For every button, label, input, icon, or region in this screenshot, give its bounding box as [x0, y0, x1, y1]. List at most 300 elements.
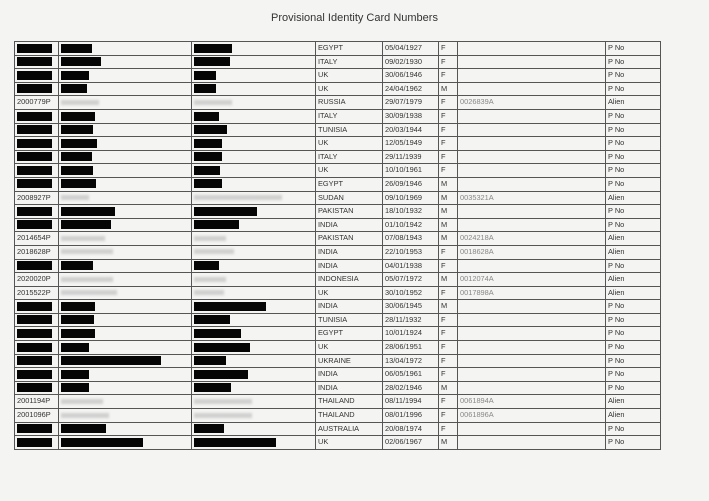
- sex-cell: F: [439, 422, 458, 436]
- redaction-bar: [61, 166, 93, 175]
- blurred-text: [194, 399, 252, 404]
- nationality-cell: UK: [316, 69, 383, 83]
- status-cell: Alien: [606, 395, 661, 409]
- status-cell: Alien: [606, 245, 661, 259]
- nationality-cell: EGYPT: [316, 42, 383, 56]
- surname-cell: [59, 96, 192, 110]
- redaction-bar: [194, 315, 230, 324]
- sex-cell: F: [439, 395, 458, 409]
- date-of-birth-cell: 13/04/1972: [383, 354, 439, 368]
- nationality-cell: ITALY: [316, 109, 383, 123]
- nationality-cell: EGYPT: [316, 177, 383, 191]
- redaction-bar: [194, 329, 241, 338]
- table-body: [15, 42, 661, 450]
- redaction-bar: [194, 207, 257, 216]
- given-name-cell: [192, 123, 316, 137]
- date-of-birth-cell: 29/11/1939: [383, 150, 439, 164]
- redaction-bar: [194, 179, 222, 188]
- redaction-bar: [61, 383, 89, 392]
- status-cell: P No: [606, 164, 661, 178]
- blurred-text: [61, 100, 99, 105]
- status-cell: P No: [606, 300, 661, 314]
- nationality-cell: PAKISTAN: [316, 232, 383, 246]
- redaction-bar: [61, 329, 95, 338]
- redaction-bar: [17, 71, 52, 80]
- redaction-bar: [17, 424, 52, 433]
- card-number-cell: [458, 354, 606, 368]
- id-number-cell: [15, 273, 59, 287]
- table-row: [15, 354, 661, 368]
- status-cell: Alien: [606, 96, 661, 110]
- given-name-cell: [192, 327, 316, 341]
- redaction-bar: [61, 261, 93, 270]
- table-row: [15, 42, 661, 56]
- id-number-cell: [15, 354, 59, 368]
- redaction-bar: [17, 57, 52, 66]
- status-cell: P No: [606, 341, 661, 355]
- surname-cell: [59, 205, 192, 219]
- blurred-text: [194, 413, 252, 418]
- status-cell: Alien: [606, 286, 661, 300]
- surname-cell: [59, 232, 192, 246]
- given-name-cell: [192, 273, 316, 287]
- table-row: [15, 313, 661, 327]
- redaction-bar: [61, 343, 89, 352]
- date-of-birth-cell: 24/04/1962: [383, 82, 439, 96]
- table-row: [15, 96, 661, 110]
- id-number-cell: [15, 300, 59, 314]
- surname-cell: [59, 300, 192, 314]
- date-of-birth-cell: 22/10/1953: [383, 245, 439, 259]
- date-of-birth-cell: 28/06/1951: [383, 341, 439, 355]
- nationality-cell: UK: [316, 341, 383, 355]
- id-number-cell: [15, 218, 59, 232]
- redaction-bar: [17, 356, 52, 365]
- nationality-cell: INDIA: [316, 259, 383, 273]
- redaction-bar: [61, 179, 96, 188]
- surname-cell: [59, 354, 192, 368]
- id-number-cell: [15, 313, 59, 327]
- sex-cell: F: [439, 313, 458, 327]
- status-cell: Alien: [606, 191, 661, 205]
- table-row: [15, 409, 661, 423]
- redaction-bar: [61, 356, 161, 365]
- redaction-bar: [194, 44, 232, 53]
- table-row: [15, 300, 661, 314]
- date-of-birth-cell: 08/01/1996: [383, 409, 439, 423]
- table-row: [15, 218, 661, 232]
- card-number-cell: [458, 341, 606, 355]
- given-name-cell: [192, 150, 316, 164]
- redaction-bar: [194, 57, 230, 66]
- sex-cell: F: [439, 164, 458, 178]
- status-cell: Alien: [606, 232, 661, 246]
- date-of-birth-cell: 26/09/1946: [383, 177, 439, 191]
- sex-cell: F: [439, 42, 458, 56]
- status-cell: P No: [606, 55, 661, 69]
- table-row: [15, 341, 661, 355]
- table-row: [15, 164, 661, 178]
- card-number-cell: 0061894A: [458, 395, 606, 409]
- redaction-bar: [61, 152, 92, 161]
- redaction-bar: [194, 370, 248, 379]
- card-number-cell: [458, 123, 606, 137]
- status-cell: P No: [606, 436, 661, 450]
- sex-cell: F: [439, 327, 458, 341]
- sex-cell: F: [439, 109, 458, 123]
- given-name-cell: [192, 109, 316, 123]
- date-of-birth-cell: 30/06/1946: [383, 69, 439, 83]
- id-number-cell: [15, 341, 59, 355]
- date-of-birth-cell: 12/05/1949: [383, 137, 439, 151]
- nationality-cell: ITALY: [316, 55, 383, 69]
- redaction-bar: [17, 166, 52, 175]
- date-of-birth-cell: 28/02/1946: [383, 381, 439, 395]
- id-number-text: 2008927P: [17, 192, 51, 202]
- nationality-cell: UKRAINE: [316, 354, 383, 368]
- id-number-cell: [15, 150, 59, 164]
- given-name-cell: [192, 205, 316, 219]
- id-number-cell: [15, 395, 59, 409]
- given-name-cell: [192, 177, 316, 191]
- date-of-birth-cell: 09/10/1969: [383, 191, 439, 205]
- redaction-bar: [17, 370, 52, 379]
- id-number-cell: [15, 436, 59, 450]
- card-number-cell: [458, 177, 606, 191]
- card-number-cell: [458, 327, 606, 341]
- surname-cell: [59, 245, 192, 259]
- given-name-cell: [192, 422, 316, 436]
- card-number-cell: 0018628A: [458, 245, 606, 259]
- sex-cell: M: [439, 300, 458, 314]
- redaction-bar: [17, 329, 52, 338]
- redaction-bar: [17, 84, 52, 93]
- given-name-cell: [192, 218, 316, 232]
- card-number-cell: 0012074A: [458, 273, 606, 287]
- card-number-cell: 0035321A: [458, 191, 606, 205]
- sex-cell: M: [439, 381, 458, 395]
- sex-cell: F: [439, 259, 458, 273]
- sex-cell: M: [439, 191, 458, 205]
- date-of-birth-cell: 18/10/1932: [383, 205, 439, 219]
- card-number-cell: [458, 109, 606, 123]
- sex-cell: M: [439, 205, 458, 219]
- given-name-cell: [192, 164, 316, 178]
- surname-cell: [59, 368, 192, 382]
- id-number-cell: [15, 123, 59, 137]
- blurred-text: [61, 236, 105, 241]
- surname-cell: [59, 436, 192, 450]
- date-of-birth-cell: 01/10/1942: [383, 218, 439, 232]
- table-row: [15, 381, 661, 395]
- id-number-text: 2001096P: [17, 410, 51, 420]
- redaction-bar: [17, 438, 52, 447]
- sex-cell: F: [439, 137, 458, 151]
- blurred-text: [194, 236, 226, 241]
- date-of-birth-cell: 02/06/1967: [383, 436, 439, 450]
- status-cell: P No: [606, 69, 661, 83]
- surname-cell: [59, 259, 192, 273]
- redaction-bar: [61, 370, 89, 379]
- identity-card-table: [14, 41, 661, 450]
- table-row: [15, 109, 661, 123]
- redaction-bar: [194, 438, 276, 447]
- redaction-bar: [17, 139, 52, 148]
- redaction-bar: [17, 315, 52, 324]
- card-number-cell: [458, 69, 606, 83]
- nationality-cell: INDIA: [316, 300, 383, 314]
- table-row: [15, 232, 661, 246]
- id-number-cell: [15, 42, 59, 56]
- table-row: [15, 150, 661, 164]
- table-row: [15, 259, 661, 273]
- card-number-cell: [458, 259, 606, 273]
- status-cell: Alien: [606, 273, 661, 287]
- sex-cell: M: [439, 218, 458, 232]
- card-number-cell: [458, 137, 606, 151]
- card-number-cell: [458, 150, 606, 164]
- id-number-cell: [15, 409, 59, 423]
- id-number-cell: [15, 422, 59, 436]
- blurred-text: [61, 399, 103, 404]
- status-cell: P No: [606, 368, 661, 382]
- status-cell: P No: [606, 381, 661, 395]
- nationality-cell: PAKISTAN: [316, 205, 383, 219]
- sex-cell: F: [439, 150, 458, 164]
- sex-cell: F: [439, 123, 458, 137]
- id-number-cell: [15, 82, 59, 96]
- status-cell: P No: [606, 327, 661, 341]
- date-of-birth-cell: 30/09/1938: [383, 109, 439, 123]
- id-number-cell: [15, 96, 59, 110]
- surname-cell: [59, 69, 192, 83]
- nationality-cell: INDIA: [316, 218, 383, 232]
- sex-cell: F: [439, 409, 458, 423]
- date-of-birth-cell: 04/01/1938: [383, 259, 439, 273]
- id-number-text: 2001194P: [17, 396, 51, 406]
- sex-cell: M: [439, 436, 458, 450]
- card-number-cell: 0017898A: [458, 286, 606, 300]
- status-cell: P No: [606, 150, 661, 164]
- status-cell: P No: [606, 137, 661, 151]
- id-number-cell: [15, 55, 59, 69]
- blurred-text: [61, 277, 113, 282]
- surname-cell: [59, 109, 192, 123]
- redaction-bar: [194, 139, 222, 148]
- date-of-birth-cell: 30/10/1952: [383, 286, 439, 300]
- sex-cell: M: [439, 232, 458, 246]
- nationality-cell: EGYPT: [316, 327, 383, 341]
- given-name-cell: [192, 368, 316, 382]
- surname-cell: [59, 218, 192, 232]
- redaction-bar: [194, 84, 216, 93]
- surname-cell: [59, 381, 192, 395]
- nationality-cell: ITALY: [316, 150, 383, 164]
- sex-cell: F: [439, 341, 458, 355]
- sex-cell: F: [439, 96, 458, 110]
- surname-cell: [59, 150, 192, 164]
- given-name-cell: [192, 354, 316, 368]
- status-cell: P No: [606, 82, 661, 96]
- given-name-cell: [192, 82, 316, 96]
- nationality-cell: INDIA: [316, 368, 383, 382]
- table-row: [15, 191, 661, 205]
- status-cell: Alien: [606, 409, 661, 423]
- redaction-bar: [61, 207, 115, 216]
- redaction-bar: [194, 356, 226, 365]
- id-number-cell: [15, 137, 59, 151]
- nationality-cell: UK: [316, 137, 383, 151]
- date-of-birth-cell: 28/11/1932: [383, 313, 439, 327]
- redaction-bar: [17, 179, 52, 188]
- redaction-bar: [61, 139, 97, 148]
- surname-cell: [59, 273, 192, 287]
- nationality-cell: THAILAND: [316, 409, 383, 423]
- table-row: [15, 123, 661, 137]
- given-name-cell: [192, 259, 316, 273]
- sex-cell: M: [439, 177, 458, 191]
- nationality-cell: TUNISIA: [316, 313, 383, 327]
- nationality-cell: THAILAND: [316, 395, 383, 409]
- table-row: [15, 422, 661, 436]
- surname-cell: [59, 82, 192, 96]
- date-of-birth-cell: 29/07/1979: [383, 96, 439, 110]
- given-name-cell: [192, 341, 316, 355]
- surname-cell: [59, 422, 192, 436]
- given-name-cell: [192, 245, 316, 259]
- id-number-text: 2020020P: [17, 274, 51, 284]
- redaction-bar: [194, 125, 227, 134]
- id-number-text: 2000779P: [17, 97, 51, 107]
- date-of-birth-cell: 09/02/1930: [383, 55, 439, 69]
- table-row: [15, 205, 661, 219]
- blurred-text: [194, 290, 224, 295]
- date-of-birth-cell: 20/03/1944: [383, 123, 439, 137]
- redaction-bar: [194, 152, 222, 161]
- date-of-birth-cell: 20/08/1974: [383, 422, 439, 436]
- status-cell: P No: [606, 42, 661, 56]
- status-cell: P No: [606, 177, 661, 191]
- redaction-bar: [61, 438, 143, 447]
- redaction-bar: [61, 44, 92, 53]
- nationality-cell: UK: [316, 82, 383, 96]
- nationality-cell: INDIA: [316, 245, 383, 259]
- redaction-bar: [61, 302, 95, 311]
- id-number-text: 2014654P: [17, 233, 51, 243]
- given-name-cell: [192, 55, 316, 69]
- blurred-text: [194, 277, 226, 282]
- id-number-cell: [15, 69, 59, 83]
- redaction-bar: [61, 84, 87, 93]
- given-name-cell: [192, 381, 316, 395]
- date-of-birth-cell: 08/11/1994: [383, 395, 439, 409]
- given-name-cell: [192, 96, 316, 110]
- surname-cell: [59, 177, 192, 191]
- given-name-cell: [192, 300, 316, 314]
- redaction-bar: [61, 71, 89, 80]
- nationality-cell: UK: [316, 164, 383, 178]
- given-name-cell: [192, 42, 316, 56]
- table-row: [15, 368, 661, 382]
- id-number-text: 2015522P: [17, 287, 51, 297]
- id-number-cell: [15, 259, 59, 273]
- table-row: [15, 55, 661, 69]
- table-row: [15, 395, 661, 409]
- redaction-bar: [61, 125, 93, 134]
- table-row: [15, 436, 661, 450]
- nationality-cell: RUSSIA: [316, 96, 383, 110]
- redaction-bar: [194, 383, 231, 392]
- date-of-birth-cell: 30/06/1945: [383, 300, 439, 314]
- blurred-text: [61, 195, 89, 200]
- sex-cell: F: [439, 55, 458, 69]
- redaction-bar: [17, 302, 52, 311]
- card-number-cell: [458, 55, 606, 69]
- card-number-cell: [458, 381, 606, 395]
- status-cell: P No: [606, 259, 661, 273]
- table-row: [15, 137, 661, 151]
- redaction-bar: [17, 343, 52, 352]
- redaction-bar: [17, 220, 52, 229]
- given-name-cell: [192, 395, 316, 409]
- blurred-text: [61, 413, 109, 418]
- table-row: [15, 69, 661, 83]
- surname-cell: [59, 327, 192, 341]
- redaction-bar: [61, 57, 101, 66]
- page-title: Provisional Identity Card Numbers: [271, 12, 438, 24]
- table-row: [15, 273, 661, 287]
- surname-cell: [59, 123, 192, 137]
- id-number-cell: [15, 164, 59, 178]
- surname-cell: [59, 191, 192, 205]
- given-name-cell: [192, 69, 316, 83]
- date-of-birth-cell: 05/07/1972: [383, 273, 439, 287]
- redaction-bar: [194, 112, 219, 121]
- surname-cell: [59, 164, 192, 178]
- redaction-bar: [194, 261, 219, 270]
- date-of-birth-cell: 07/08/1943: [383, 232, 439, 246]
- sex-cell: F: [439, 69, 458, 83]
- table-row: [15, 245, 661, 259]
- nationality-cell: INDIA: [316, 381, 383, 395]
- redaction-bar: [61, 220, 111, 229]
- status-cell: P No: [606, 354, 661, 368]
- date-of-birth-cell: 05/04/1927: [383, 42, 439, 56]
- status-cell: P No: [606, 123, 661, 137]
- redaction-bar: [17, 152, 52, 161]
- status-cell: P No: [606, 422, 661, 436]
- table-row: [15, 82, 661, 96]
- redaction-bar: [194, 343, 250, 352]
- status-cell: P No: [606, 205, 661, 219]
- redaction-bar: [17, 44, 52, 53]
- sex-cell: M: [439, 273, 458, 287]
- sex-cell: F: [439, 368, 458, 382]
- table-row: [15, 327, 661, 341]
- redaction-bar: [194, 302, 266, 311]
- surname-cell: [59, 313, 192, 327]
- given-name-cell: [192, 436, 316, 450]
- table-row: [15, 286, 661, 300]
- surname-cell: [59, 42, 192, 56]
- id-number-cell: [15, 381, 59, 395]
- blurred-text: [194, 195, 282, 200]
- redaction-bar: [17, 125, 52, 134]
- card-number-cell: [458, 422, 606, 436]
- card-number-cell: [458, 82, 606, 96]
- sex-cell: F: [439, 286, 458, 300]
- redaction-bar: [61, 112, 95, 121]
